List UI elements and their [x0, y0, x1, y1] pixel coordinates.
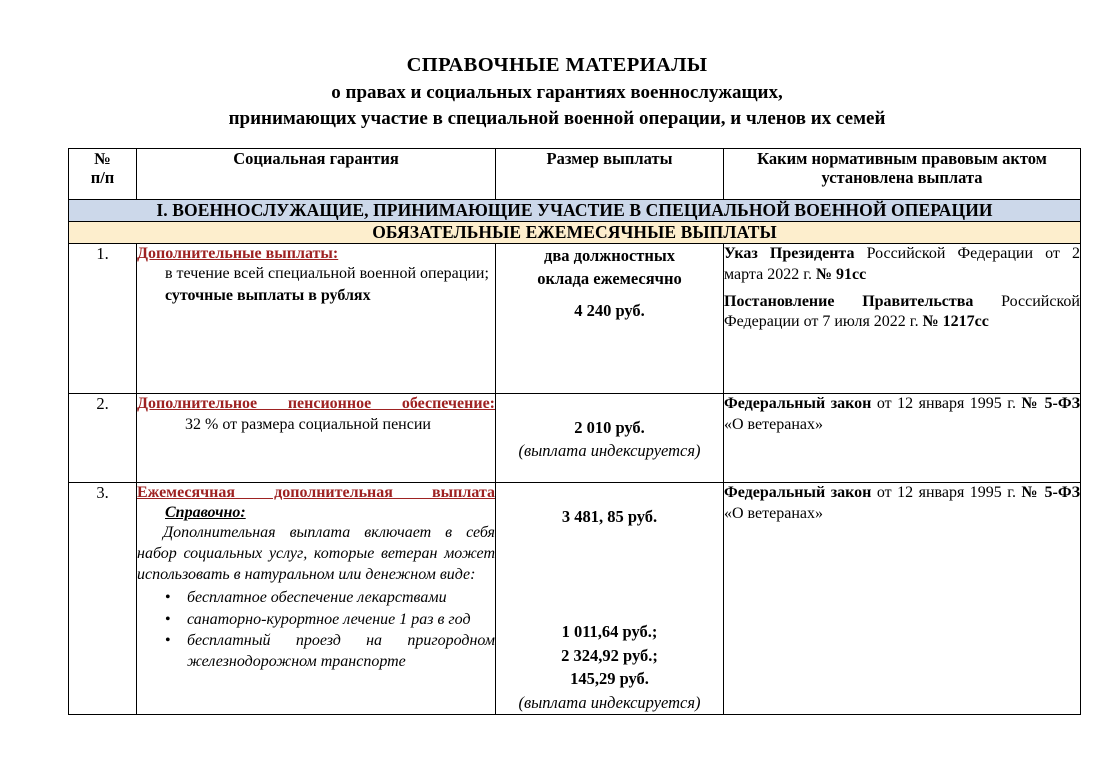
- page-title: СПРАВОЧНЫЕ МАТЕРИАЛЫ: [406, 54, 708, 76]
- guarantee-heading: Ежемесячная дополнительная выплата: [137, 484, 495, 501]
- reference-table: [68, 148, 1081, 715]
- row-amount: [496, 483, 724, 715]
- row-guarantee: [137, 483, 496, 715]
- reference-table-container: [68, 148, 1080, 715]
- legal-act-2-rest: Российской Федерации от 7 июля 2022 г.: [724, 292, 1080, 331]
- row-number: 1.: [69, 244, 137, 394]
- legal-spacer: [724, 286, 1080, 292]
- amount-item-3: 145,29 руб.: [570, 669, 649, 689]
- column-header-amount: Размер выплаты: [496, 149, 724, 200]
- legal-act-rest: от 12 января 1995 г.: [876, 484, 1017, 501]
- row-legal: [724, 244, 1081, 394]
- guarantee-body: 32 % от размера социальной пенсии: [185, 416, 431, 434]
- row-amount: [496, 394, 724, 483]
- page-subtitle-line2: принимающих участие в специальной военной операции, и членов их семей: [228, 108, 886, 130]
- amount-spacer: [496, 528, 723, 620]
- title-block: [0, 0, 1114, 133]
- service-list: [137, 588, 495, 673]
- section-banner: I. ВОЕННОСЛУЖАЩИЕ, ПРИНИМАЮЩИЕ УЧАСТИЕ В СПЕЦИАЛЬНОЙ ВОЕННОЙ ОПЕРАЦИИ: [69, 200, 1081, 222]
- row-number: 2.: [69, 394, 137, 483]
- list-item: • бесплатное обеспечение лекарствами: [137, 588, 495, 609]
- legal-act-bold: Федеральный закон: [724, 484, 872, 501]
- column-header-legal-line1: Каким нормативным правовым актом: [757, 149, 1047, 168]
- legal-act-number: № 5-ФЗ: [1021, 395, 1081, 412]
- legal-act-2-number: № 1217сс: [922, 313, 989, 331]
- table-row: [69, 483, 1081, 715]
- amount-item-1: 1 011,64 руб.;: [561, 622, 658, 642]
- column-header-legal: [724, 149, 1081, 200]
- legal-act-number: № 5-ФЗ: [1021, 484, 1081, 501]
- legal-act-bold: Федеральный закон: [724, 395, 872, 412]
- legal-act-rest: от 12 января 1995 г.: [876, 395, 1017, 412]
- row-guarantee: [137, 244, 496, 394]
- column-header-legal-line2: установлена выплата: [821, 168, 983, 188]
- table-row: [69, 244, 1081, 394]
- amount-line-1: два должностных: [543, 246, 676, 265]
- legal-act-1-number: № 91сс: [815, 265, 867, 283]
- legal-act-1-rest: Российской Федерации от 2 марта 2022 г.: [724, 245, 1080, 283]
- list-item: • санаторно-курортное лечение 1 раз в год: [137, 610, 495, 631]
- row-legal: [724, 394, 1081, 483]
- guarantee-bold-line: суточные выплаты в рублях: [165, 287, 371, 305]
- amount-note: (выплата индексируется): [518, 441, 701, 461]
- row-number: 3.: [69, 483, 137, 715]
- reference-label: Справочно:: [165, 504, 246, 522]
- guarantee-body: в течение всей специальной военной операции;: [165, 265, 489, 283]
- amount-line-3: 4 240 руб.: [574, 300, 645, 320]
- table-row: [69, 394, 1081, 483]
- legal-act-2-bold: Постановление Правительства: [724, 292, 974, 310]
- list-item-text: • бесплатный проезд на пригородном железнодорожном транспорте: [187, 632, 495, 671]
- amount-note: (выплата индексируется): [518, 692, 701, 712]
- legal-act-tail: «О ветеранах»: [724, 415, 823, 433]
- table-header-row: [69, 149, 1081, 200]
- page-subtitle-line1: о правах и социальных гарантиях военнослужащих,: [331, 82, 783, 104]
- guarantee-heading: Дополнительное пенсионное обеспечение:: [137, 395, 495, 412]
- amount-spacer: [496, 291, 723, 299]
- subsection-banner: ОБЯЗАТЕЛЬНЫЕ ЕЖЕМЕСЯЧНЫЕ ВЫПЛАТЫ: [69, 222, 1081, 244]
- column-header-number: [69, 149, 137, 200]
- row-amount: [496, 244, 724, 394]
- amount-item-2: 2 324,92 руб.;: [561, 645, 658, 665]
- amount-main: 3 481, 85 руб.: [561, 507, 658, 526]
- row-legal: [724, 483, 1081, 715]
- amount-line-2: оклада ежемесячно: [537, 269, 682, 289]
- column-header-number-line2: п/п: [90, 168, 115, 188]
- list-item: [137, 631, 495, 673]
- amount-line-1: 2 010 руб.: [574, 418, 645, 437]
- row-guarantee: [137, 394, 496, 483]
- column-header-guarantee: Социальная гарантия: [137, 149, 496, 200]
- legal-act-tail: «О ветеранах»: [724, 504, 823, 522]
- section-banner-row: [69, 200, 1081, 222]
- reference-text: Дополнительная выплата включает в себя набор социальных услуг, которые ветеран может использовать в натуральном или денежном виде:: [137, 524, 495, 583]
- column-header-number-line1: №: [94, 149, 111, 168]
- subsection-banner-row: [69, 222, 1081, 244]
- guarantee-heading: Дополнительные выплаты:: [137, 245, 339, 262]
- legal-act-1-bold: Указ Президента: [724, 245, 855, 262]
